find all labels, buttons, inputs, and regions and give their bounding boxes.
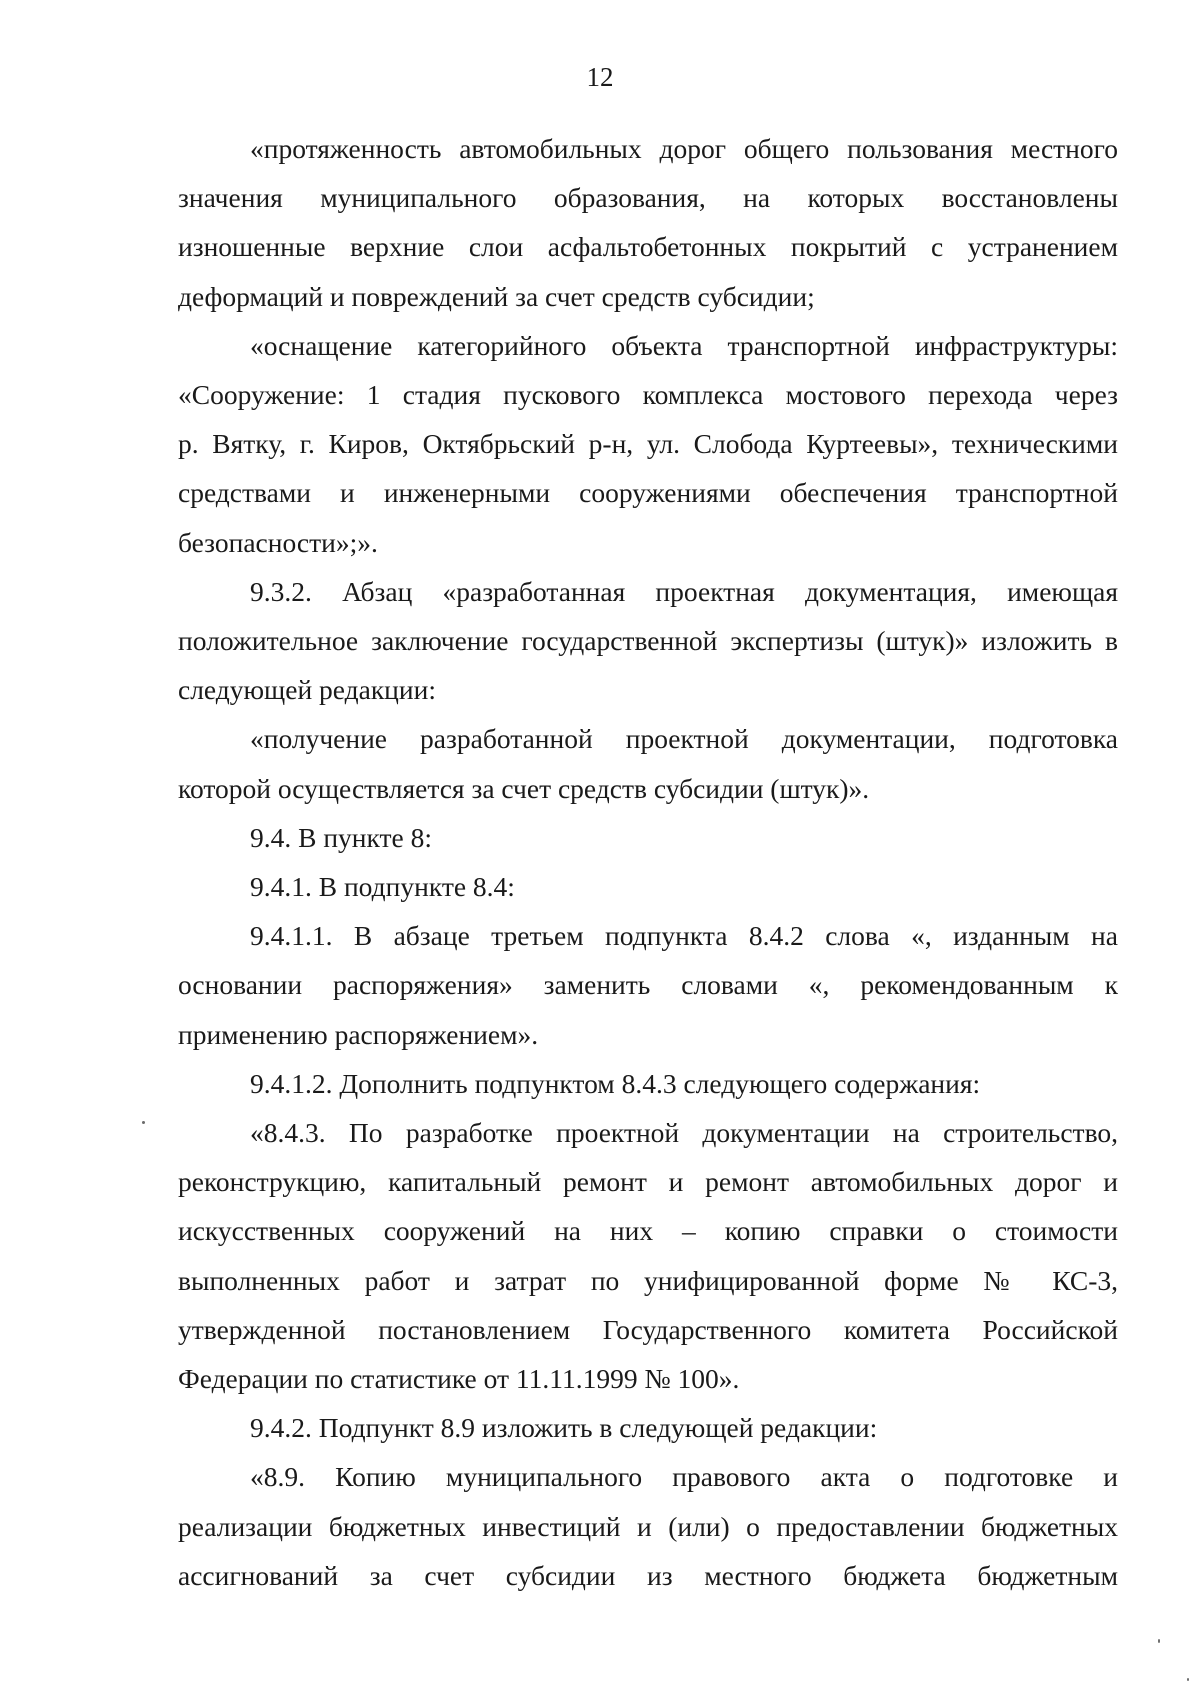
text-line: основании распоряжения» заменить словами «, рекомендованным к: [178, 969, 1118, 1001]
text-line: значения муниципального образования, на которых восстановлены: [178, 182, 1118, 214]
scan-speck: [1187, 1678, 1189, 1681]
text-line: безопасности»;».: [178, 526, 378, 558]
text-line: 9.3.2. Абзац «разработанная проектная документация, имеющая: [250, 575, 1118, 607]
text-line: «Сооружение: 1 стадия пускового комплекса мостового перехода через: [178, 379, 1118, 411]
page-number: 12: [586, 62, 614, 92]
paragraph-transport-equipment: [178, 321, 1118, 567]
text-line: следующей редакции:: [178, 674, 436, 706]
text-line: «8.4.3. По разработке проектной документации на строительство,: [250, 1117, 1118, 1149]
text-line: 9.4.2. Подпункт 8.9 изложить в следующей редакции:: [250, 1412, 878, 1444]
paragraph-road-length: [178, 124, 1118, 321]
paragraph-9-3-2: [178, 567, 1118, 715]
text-line: 9.4.1.1. В абзаце третьем подпункта 8.4.2 слова «, изданным на: [250, 920, 1118, 952]
paragraph-new-wording: [178, 714, 1118, 812]
text-line: средствами и инженерными сооружениями обеспечения транспортной: [178, 477, 1118, 509]
text-line: которой осуществляется за счет средств субсидии (штук)».: [178, 772, 870, 804]
text-line: «оснащение категорийного объекта транспортной инфраструктуры:: [250, 329, 1118, 361]
text-line: ассигнований за счет субсидии из местного бюджета бюджетным: [178, 1559, 1118, 1591]
text-line: деформаций и повреждений за счет средств субсидии;: [178, 280, 815, 312]
text-line: «протяженность автомобильных дорог общего пользования местного: [250, 133, 1118, 164]
scan-speck: [142, 1121, 145, 1124]
text-line: изношенные верхние слои асфальтобетонных покрытий с устранением: [178, 231, 1118, 263]
paragraph-8-4-3: [178, 1108, 1118, 1403]
text-line: «8.9. Копию муниципального правового акта о подготовке и: [250, 1461, 1118, 1493]
paragraph-9-4-1-1: [178, 911, 1118, 1059]
text-line: реализации бюджетных инвестиций и (или) о предоставлении бюджетных: [178, 1510, 1118, 1542]
text-line: искусственных сооружений на них – копию справки о стоимости: [178, 1215, 1118, 1247]
paragraph-9-4-2: [178, 1403, 1118, 1452]
text-line: выполненных работ и затрат по унифицированной форме № КС-3,: [178, 1264, 1118, 1296]
text-line: положительное заключение государственной экспертизы (штук)» изложить в: [178, 625, 1118, 657]
paragraph-8-9: [178, 1452, 1118, 1600]
text-line: р. Вятку, г. Киров, Октябрьский р-н, ул. Слобода Куртеевы», техническими: [178, 428, 1118, 460]
text-line: 9.4. В пункте 8:: [250, 821, 433, 853]
scan-speck: [1158, 1639, 1160, 1643]
text-line: применению распоряжением».: [178, 1018, 539, 1050]
text-line: 9.4.1. В подпункте 8.4:: [250, 871, 515, 903]
paragraph-9-4-1-2: [178, 1059, 1118, 1108]
text-line: «получение разработанной проектной документации, подготовка: [250, 723, 1118, 755]
text-line: реконструкцию, капитальный ремонт и ремонт автомобильных дорог и: [178, 1166, 1118, 1198]
text-line: 9.4.1.2. Дополнить подпунктом 8.4.3 следующего содержания:: [250, 1067, 981, 1099]
paragraph-9-4: [178, 813, 1118, 862]
text-line: утвержденной постановлением Государственного комитета Российской: [178, 1313, 1118, 1345]
text-line: Федерации по статистике от 11.11.1999 № 100».: [178, 1363, 740, 1395]
document-body: [178, 124, 1118, 1600]
paragraph-9-4-1: [178, 862, 1118, 911]
